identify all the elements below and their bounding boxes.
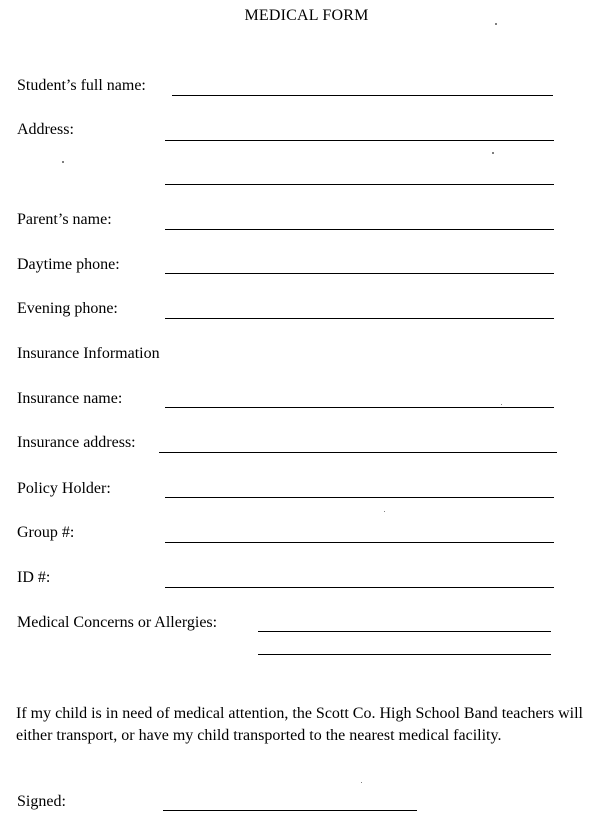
address-label: Address: [17,121,74,138]
insurance-address-field[interactable] [159,452,557,453]
signed-label: Signed: [17,793,66,810]
scan-speck [495,23,497,25]
id-number-field[interactable] [165,587,554,588]
scan-speck [62,161,64,163]
student-name-label: Student’s full name: [17,77,146,94]
evening-phone-label: Evening phone: [17,300,118,317]
scan-speck [361,782,362,783]
daytime-phone-label: Daytime phone: [17,256,120,273]
consent-paragraph: If my child is in need of medical attention, the Scott Co. High School Band teachers will either transport, or have my child transported to the nearest medical facility. [16,705,583,744]
group-number-label: Group #: [17,524,75,541]
daytime-phone-field[interactable] [165,273,554,274]
parent-name-field[interactable] [165,229,554,230]
id-number-label: ID #: [17,569,51,586]
scan-speck [384,511,385,512]
policy-holder-field[interactable] [165,497,554,498]
scan-speck [501,404,502,405]
insurance-section-heading: Insurance Information [17,345,160,362]
medical-concerns-field-line-2[interactable] [258,654,551,655]
insurance-name-label: Insurance name: [17,390,123,407]
address-field[interactable] [165,140,554,141]
medical-concerns-field[interactable] [258,631,551,632]
scan-speck [492,152,494,154]
address-field-line-2[interactable] [165,184,554,185]
medical-concerns-label: Medical Concerns or Allergies: [17,614,218,631]
evening-phone-field[interactable] [165,318,554,319]
student-name-field[interactable] [172,95,553,96]
group-number-field[interactable] [165,542,554,543]
parent-name-label: Parent’s name: [17,211,112,228]
policy-holder-label: Policy Holder: [17,480,111,497]
page-title: MEDICAL FORM [244,7,369,24]
signature-field[interactable] [163,810,417,811]
insurance-address-label: Insurance address: [17,434,136,451]
insurance-name-field[interactable] [165,407,554,408]
